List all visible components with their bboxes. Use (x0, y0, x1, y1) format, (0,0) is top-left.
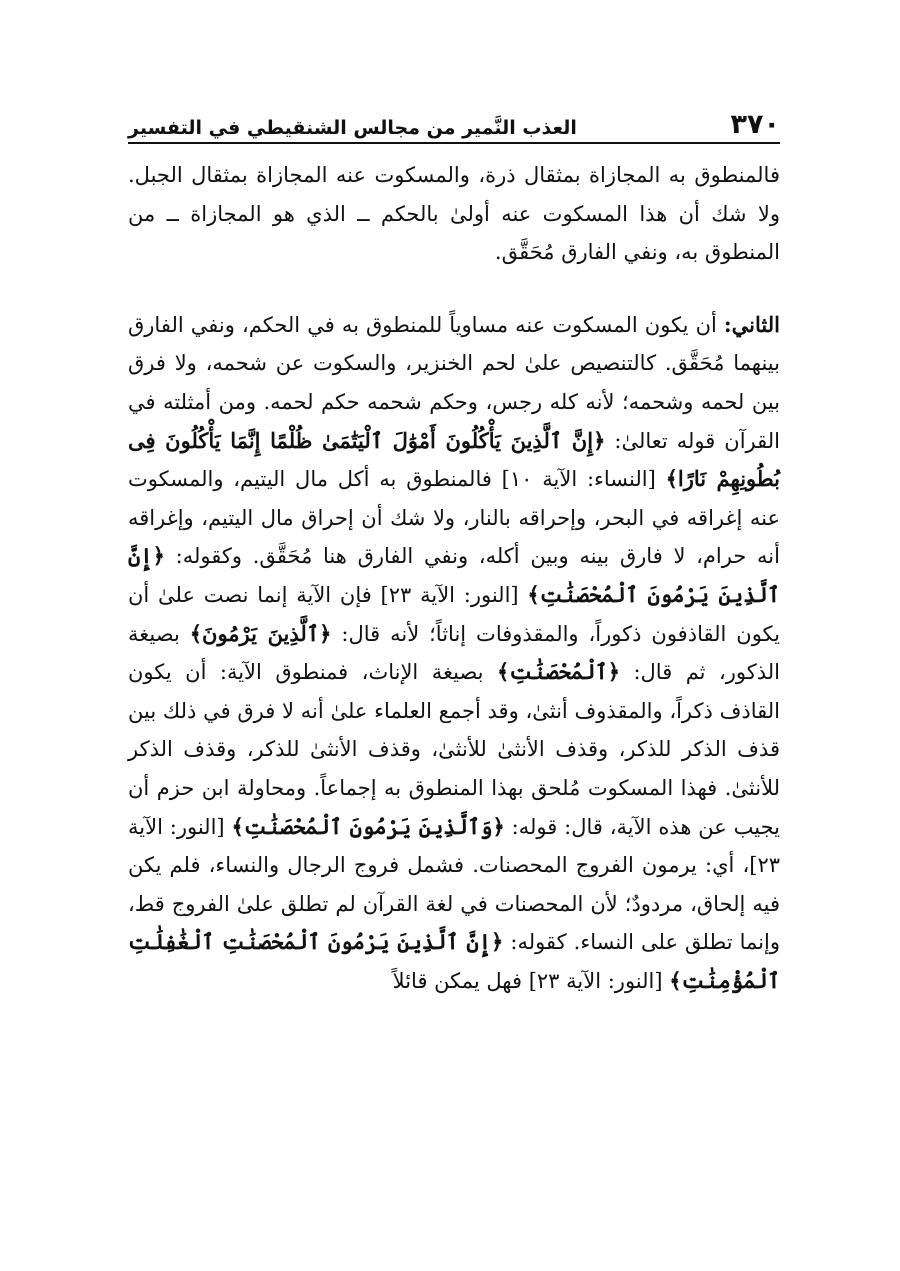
page-number: ٣٧٠ (730, 109, 780, 140)
paragraph-2 (128, 306, 780, 1001)
page-body (128, 156, 780, 1000)
quran-quote: ﴿وَٱلَّذِينَ يَرْمُونَ ٱلْمُحْصَنَٰتِ﴾ (231, 813, 505, 839)
text-segment: [النساء: الآية ١٠] فالمنطوق به أكل مال اليتيم، والمسكوت عنه إغراقه في البحر، وإحراقه بالنار، ولا شك أن إحراق مال اليتيم، وإغراقه أنه حرام، لا فارق بينه وبين أكله، ونفي الفارق هنا مُحَقَّق. وكقوله: (128, 467, 780, 569)
page-header (128, 92, 780, 144)
quran-quote: ﴿إِنَّ ٱلَّذِينَ يَرْمُونَ ٱلْمُحْصَنَٰتِ ٱلْغَٰفِلَٰتِ ٱلْمُؤْمِنَٰتِ﴾ (128, 929, 780, 993)
text-segment: [النور: الآية ٢٣] فإن الآية إنما نصت علىٰ أن يكون القاذفون ذكوراً، والمقذوفات إناثاً؛ لأنه قال: (128, 582, 780, 646)
text-segment: بصيغة الإناث، فمنطوق الآية: أن يكون القاذف ذكراً، والمقذوف أنثىٰ، وقد أجمع العلماء علىٰ أنه لا فرق في ذلك بين قذف الذكر للذكر، وقذف الأنثىٰ للأنثىٰ، وقذف الأنثىٰ للذكر، وقذف الذكر للأنثىٰ. فهذا المسكوت مُلحق بهذا المنطوق به إجماعاً. ومحاولة ابن حزم أن يجيب عن هذه الآية، قال: قوله: (128, 660, 780, 839)
text-segment: أن يكون المسكوت عنه مساوياً للمنطوق به في الحكم، ونفي الفارق بينهما مُحَقَّق. كالتنصيص علىٰ لحم الخنزير، والسكوت عن شحمه، ولا فرق بين لحمه وشحمه؛ لأنه كله رجس، وحكم شحمه حكم لحمه. ومن أمثلته في القرآن قوله تعالىٰ: (128, 312, 780, 453)
quran-quote: ﴿إِنَّ ٱلَّذِينَ يَأْكُلُونَ أَمْوَٰلَ ٱلْيَتَٰمَىٰ ظُلْمًا إِنَّمَا يَأْكُلُونَ فِى بُطُونِهِمْ نَارًا﴾ (128, 427, 780, 492)
running-title: العذب النَّمير من مجالس الشنقيطي في التفسير (128, 117, 577, 139)
quran-quote: ﴿ٱلْمُحْصَنَٰتِ﴾ (496, 659, 621, 685)
quran-quote: ﴿إِنَّ ٱلَّذِينَ يَرْمُونَ ٱلْمُحْصَنَٰتِ﴾ (128, 543, 780, 607)
paragraph-1: فالمنطوق به المجازاة بمثقال ذرة، والمسكوت عنه المجازاة بمثقال الجبل. ولا شك أن هذا المسكوت عنه أولىٰ بالحكم ــ الذي هو المجازاة ــ من المنطوق به، ونفي الفارق مُحَقَّق. (128, 163, 780, 265)
paragraph-lead: الثاني: (723, 311, 780, 337)
paragraph-gap (128, 272, 780, 306)
quran-quote: ﴿ٱلَّذِينَ يَرْمُونَ﴾ (189, 620, 332, 646)
text-segment: بصيغة الذكور، ثم قال: (128, 621, 780, 685)
book-page (128, 92, 780, 1000)
text-segment: [النور: الآية ٢٣]، أي: يرمون الفروج المحصنات. فشمل فروج الرجال والنساء، فلم يكن فيه إلحاق، مردودٌ؛ لأن المحصنات في لغة القرآن لم تطلق علىٰ الفروج قط، وإنما تطلق على النساء. كقوله: (128, 814, 781, 955)
text-segment: [النور: الآية ٢٣] فهل يمكن قائلاً (392, 968, 670, 993)
